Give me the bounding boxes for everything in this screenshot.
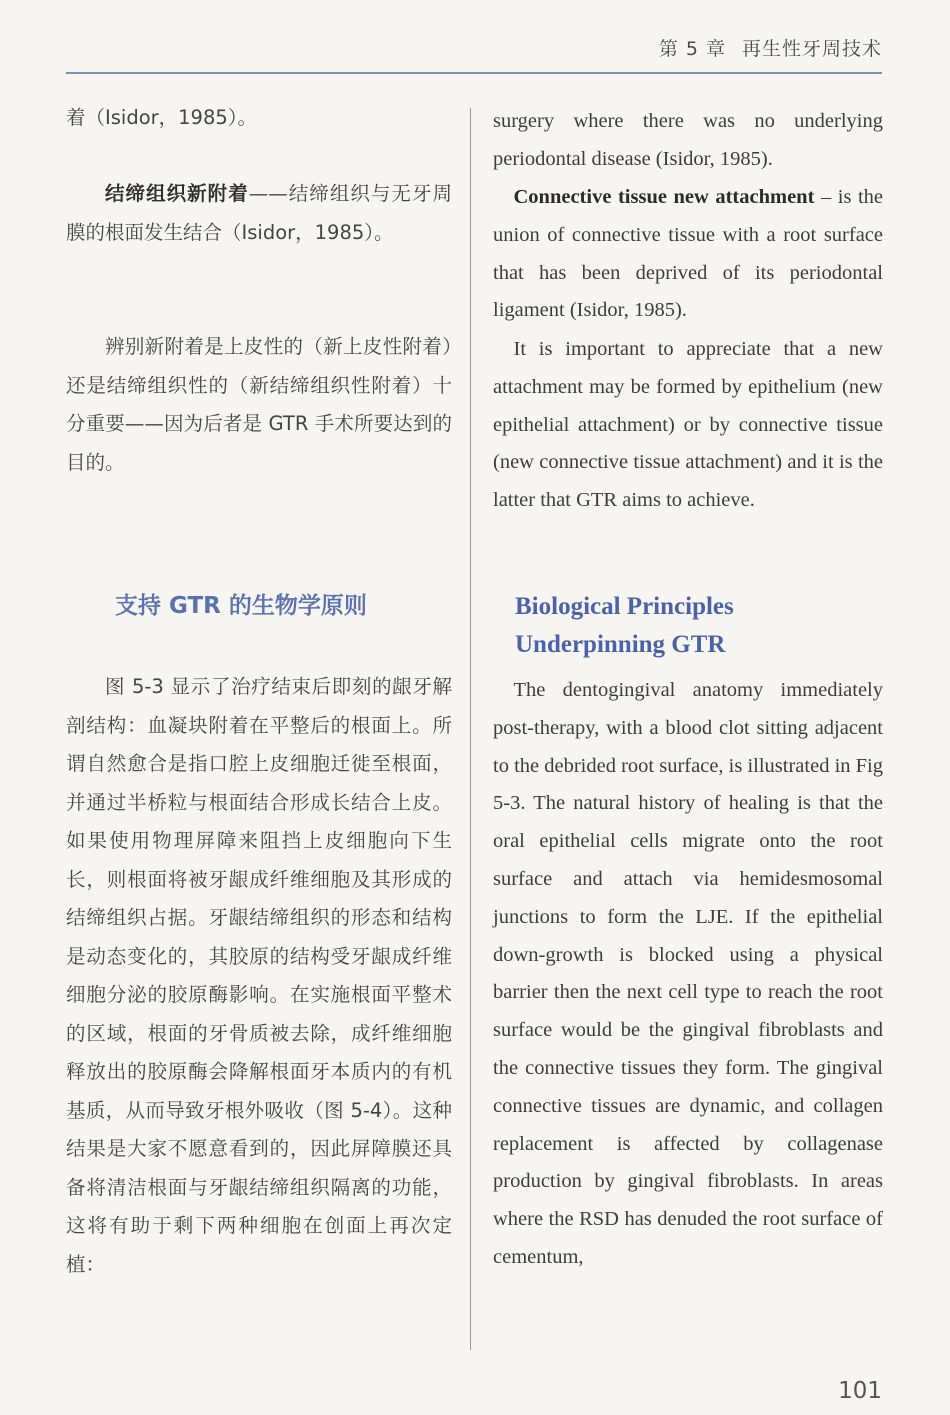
header-rule (66, 72, 882, 74)
page-number: 101 (838, 1378, 882, 1404)
en-section-heading (515, 588, 734, 664)
en-term: Connective tissue new attachment (513, 186, 815, 208)
cn-term: 结缔组织新附着 (105, 182, 249, 205)
chapter-number: 第 5 章 (658, 38, 726, 60)
cn-paragraph-2: 辨别新附着是上皮性的（新上皮性附着）还是结缔组织性的（新结缔组织性附着）十分重要——因为后者是 GTR 手术所要达到的目的。 (66, 335, 452, 474)
en-paragraph-2: It is important to appreciate that a new attachment may be formed by epithelium (new epithelial attachment) or by connective tissue (new connective tissue attachment) and it is the latter that GTR aims to achieve. (493, 338, 883, 512)
en-paragraph-3: The dentogingival anatomy immediately post-therapy, with a blood clot sitting adjacent to the debrided root surface, is illustrated in Fig 5-3. The natural history of healing is that the oral epithelial cells migrate onto the root surface and attach via hemidesmosomal junctions to form the LJE. If the epithelial down-growth is blocked using a physical barrier then the next cell type to reach the root surface would be the gingival fibroblasts and the connective tissues they form. The gingival connective tissues are dynamic, and collagen replacement is affected by collagenase production by gingival fibroblasts. In areas where the RSD has denuded the root surface of cementum, (493, 679, 883, 1268)
cn-paragraph-3: 图 5-3 显示了治疗结束后即刻的龈牙解剖结构：血凝块附着在平整后的根面上。所谓自然愈合是指口腔上皮细胞迁徙至根面，并通过半桥粒与根面结合形成长结合上皮。如果使用物理屏障来阻挡上皮细胞向下生长，则根面将被牙龈成纤维细胞及其形成的结缔组织占据。牙龈结缔组织的形态和结构是动态变化的，其胶原的结构受牙龈成纤维细胞分泌的胶原酶影响。在实施根面平整术的区域，根面的牙骨质被去除，成纤维细胞释放出的胶原酶会降解根面牙本质内的有机基质，从而导致牙根外吸收（图 5-4）。这种结果是大家不愿意看到的，因此屏障膜还具备将清洁根面与牙龈结缔组织隔离的功能，这将有助于剩下两种细胞在创面上再次定植： (66, 675, 452, 1276)
column-divider (470, 108, 471, 1350)
en-heading-line-2: Underpinning GTR (515, 631, 726, 658)
chapter-title: 再生性牙周技术 (741, 38, 882, 60)
en-definition: – is the union of connective tissue with a root surface that has been deprived of its periodontal ligament (Isidor, 1985). (493, 186, 884, 322)
en-paragraph-0: surgery where there was no underlying periodontal disease (Isidor, 1985). (493, 110, 883, 170)
cn-paragraph-0: 着（Isidor，1985）。 (66, 106, 258, 129)
cn-definition: ——结缔组织与无牙周膜的根面发生结合（Isidor，1985）。 (66, 182, 452, 244)
running-header (659, 34, 882, 61)
cn-paragraph-1 (66, 175, 452, 252)
en-heading-line-1: Biological Principles (515, 593, 734, 620)
cn-section-heading: 支持 GTR 的生物学原则 (115, 593, 367, 619)
en-paragraph-1 (493, 179, 883, 330)
